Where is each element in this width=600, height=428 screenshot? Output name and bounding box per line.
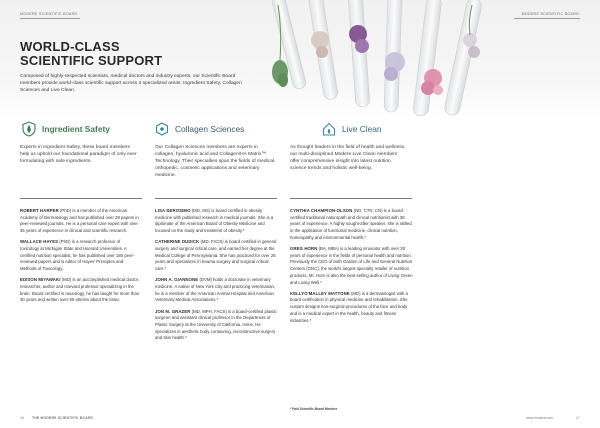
expert-entry <box>155 208 277 235</box>
page-number-right: 17 <box>576 416 580 420</box>
expert-credentials: (DVM) <box>199 277 214 283</box>
expert-name: EDISON MIYAWAKI <box>20 277 61 283</box>
expert-credentials: (PhD) <box>59 208 73 213</box>
expert-credentials: (ND, CTN, CN) <box>353 208 384 213</box>
column-divider-2 <box>155 198 277 199</box>
section-title-ingredient-safety: Ingredient Safety <box>42 124 110 134</box>
expert-credentials: (MD, MPH, FACS) <box>191 308 228 314</box>
expert-credentials: (MD) <box>350 290 362 296</box>
expert-bio: is an accomplished medical doctor, researcher, author and Harvard professor specializing in the brain. Board certified in neurology, he has taught for more than 30 years and written over 60 articles about the brain. <box>20 277 140 303</box>
house-leaf-icon <box>322 121 336 137</box>
expert-name: KELLYO'MALLEY MATTONE <box>290 290 350 296</box>
expert-name: WALLACE HAYES <box>20 239 59 245</box>
expert-bio: is a leading innovator with over 30 years of experience in the fields of personal health and nutrition. Previously the CEO of both Garden of Life and General Nutrition Centers (GNC), the world's largest specialty retailer of nutrition products, Mr. Horn is also the best-selling author of Living Green and Living Well.* <box>290 246 413 285</box>
expert-name: LISA DEROSIMO <box>155 208 191 213</box>
expert-bio: is a member of the American Academy of Dermatology and has published over 38 papers in peer-reviewed journals. He is a personal care expert with over 35 years of experience in clinical and scientific research. <box>20 208 139 234</box>
expert-entry <box>155 277 277 304</box>
expert-credentials: (MD, FACS) <box>200 239 225 245</box>
column-divider-1 <box>20 198 142 199</box>
expert-bio: is a dermatologist with a board certification in physical medicine and rehabilitation. She custom designs non-surgical procedures of the face and body and is a medical expert in the health, beauty and fitness industries.* <box>290 290 408 323</box>
description-live-clean: As thought leaders in the field of health and wellness, our multi-disciplined Modere Live Clean members offer comprehensive insight into latest nutrition science trends and holistic well-being. <box>290 145 406 172</box>
section-title-collagen-sciences: Collagen Sciences <box>175 124 245 134</box>
intro-paragraph: Composed of highly-respected scientists, medical doctors and industry experts, our Scientific Board members provide world-class scientific support across 3 specialized areas: Ingredient Safety, Collagen Sciences and Live Clean. <box>20 74 242 94</box>
expert-entry <box>20 208 140 235</box>
expert-entry <box>20 239 140 273</box>
expert-list-collagen-sciences <box>155 208 277 347</box>
expert-entry <box>290 208 415 242</box>
page-number-left: 16 <box>20 416 24 420</box>
expert-entry <box>290 291 415 325</box>
stems <box>278 5 472 60</box>
expert-name: JOHN A. GIANNONE <box>155 277 199 283</box>
expert-bio: is board certified in obesity medicine with published research in medical journals. She is a diplomate of the American Board of Obesity Medicine and focused on the study and treatment of obesity.* <box>155 208 274 234</box>
footer-brand: THE MODERE SCIENTIFIC BOARD <box>32 416 94 420</box>
description-ingredient-safety: Experts in Ingredient Safety, these board members help us uphold our foundational paradigm of only ever formulating with safe ingredients. <box>20 145 137 165</box>
expert-credentials: (MD) <box>61 277 73 283</box>
page-title <box>20 40 240 68</box>
column-divider-3 <box>290 198 412 199</box>
running-head-left: MODERE SCIENTIFIC BOARD <box>20 12 78 16</box>
shield-leaf-icon <box>22 121 36 137</box>
page-title-line-1: WORLD-CLASS <box>20 39 120 54</box>
expert-credentials: (BA, MBA) <box>318 246 341 252</box>
expert-name: JON M. GRAZER <box>155 308 191 314</box>
expert-entry <box>290 246 415 286</box>
expert-list-ingredient-safety <box>20 208 140 309</box>
expert-name: ROBERT HARPER <box>20 208 59 213</box>
expert-bio: is a board-certified plastic surgeon and assistant clinical professor in the Department of Plastic Surgery at the University of California, Irvine. He specializes in aesthetic body contouring, reconstructive surgery and skin health.* <box>155 308 277 341</box>
expert-name: CATHERINE DUDICK <box>155 239 200 245</box>
footer-url: www.modere.com <box>526 416 553 420</box>
section-title-live-clean: Live Clean <box>342 124 382 134</box>
expert-entry <box>155 239 277 273</box>
expert-entry <box>155 309 277 343</box>
expert-name: GREG HORN <box>290 246 318 252</box>
expert-list-live-clean <box>290 208 415 329</box>
expert-entry <box>20 277 140 304</box>
description-collagen-sciences: Our Collagen Sciences members are experts in collagen, hyaluronic acid and Collagen/HA Matrix™ Technology. Their specialties span the fields of medical, orthopedic, cosmetic applications and veterinary medicine. <box>155 145 276 179</box>
test-tubes-illustration <box>270 0 510 118</box>
expert-bio: holds a doctorate in veterinary medicine. A native of New York City and practicing veterinarian, he is a member of the American Animal Hospital and American Veterinary Medical Associations.* <box>155 277 276 303</box>
running-head-rule-left <box>20 18 80 19</box>
page-title-line-2: SCIENTIFIC SUPPORT <box>20 53 163 68</box>
running-head-rule-right <box>514 18 580 19</box>
running-head-right: MODERE SCIENTIFIC BOARD <box>521 12 579 16</box>
expert-name: CYNTHIA CHAMPION-OLSON <box>290 208 353 213</box>
expert-bio: is a board-certified traditional naturopath and clinical nutritionist with 35 years of experience. A highly sought-after speaker, she is skilled in the application of functional medicine, clinical nutrition, homeopathy and environmental health.* <box>290 208 412 240</box>
expert-credentials: (PhD) <box>59 239 72 245</box>
expert-bio: is board certified in general surgery and surgical critical care, and earned her degree at the Medical College of Pennsylvania. She has practiced for over 25 years and specializes in trauma surgery and surgical critical care.* <box>155 239 277 272</box>
expert-bio: is a research professor of toxicology at Michigan State and Harvard Universities. A certified nutrition specialist, he has published over 180 peer-reviewed papers and is editor of Hayes' Principles and Methods of Toxicology. <box>20 239 135 272</box>
molecule-icon <box>155 121 169 137</box>
footnote: * Paid Scientific Board Member <box>290 407 338 411</box>
expert-credentials: (MD, MS) <box>191 208 212 213</box>
